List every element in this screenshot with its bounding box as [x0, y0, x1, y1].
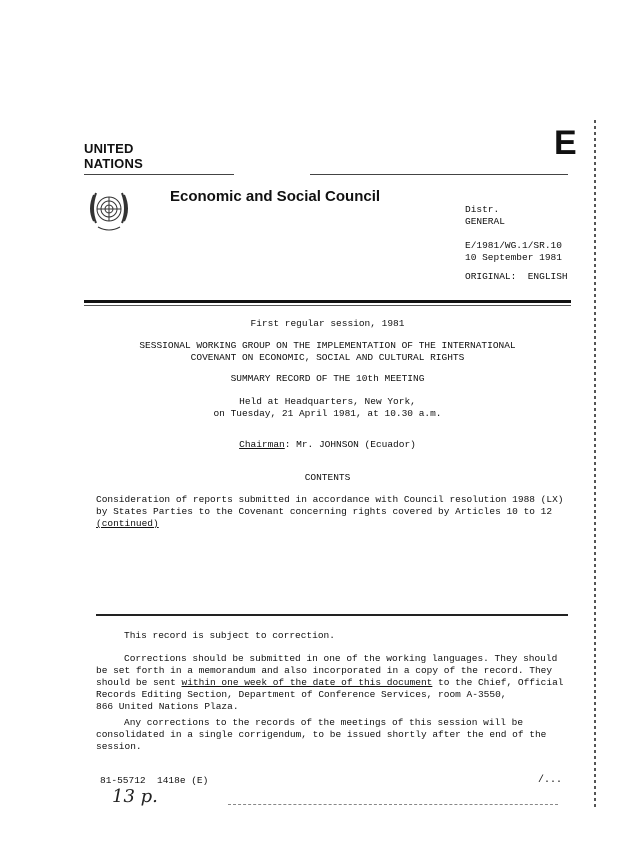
footer-rule: [228, 804, 558, 806]
consolidation-paragraph: [96, 717, 562, 753]
notice-rule: [96, 614, 568, 616]
continued-marker: /...: [538, 775, 563, 786]
document-series-letter: E: [554, 124, 577, 162]
title-rule-thick: [84, 300, 571, 303]
corrections-line-2: be set forth in a memorandum and also incorporated in a copy of the record. They: [96, 665, 553, 676]
title-rule-thin: [84, 305, 571, 306]
header-rule-left: [84, 174, 234, 175]
session-line: First regular session, 1981: [250, 318, 405, 329]
original-language: ORIGINAL: ENGLISH: [465, 271, 568, 282]
header-rule-right: [310, 174, 568, 175]
contents-line-1: Consideration of reports submitted in accordance with Council resolution 1988 (LX): [96, 494, 564, 505]
corrections-line-3: [96, 677, 562, 689]
chairman-name: Mr. JOHNSON (Ecuador): [296, 439, 416, 450]
consolidation-line-1: [96, 717, 562, 729]
chairman-label: Chairman: [239, 439, 285, 450]
held-line-1: Held at Headquarters, New York,: [239, 396, 416, 407]
document-symbol: E/1981/WG.1/SR.10: [465, 240, 562, 251]
contents-item: [96, 494, 566, 530]
contents-line-2: by States Parties to the Covenant concerning rights covered by Articles 10 to 12: [96, 506, 553, 517]
org-name: [84, 141, 143, 171]
council-title: Economic and Social Council: [170, 188, 381, 205]
meeting-held-info: [84, 396, 571, 420]
held-line-2: on Tuesday, 21 April 1981, at 10.30 a.m.: [213, 408, 442, 419]
un-emblem-icon: [84, 187, 134, 235]
org-line-2: NATIONS: [84, 156, 143, 171]
document-date: 10 September 1981: [465, 252, 562, 263]
chairman-colon: :: [284, 439, 297, 450]
corrections-line-5: 866 United Nations Plaza.: [96, 701, 239, 712]
working-group-title: [84, 340, 571, 364]
distribution: [465, 204, 505, 228]
correction-notice: This record is subject to correction.: [124, 630, 335, 641]
distr-value: GENERAL: [465, 216, 505, 227]
corrections-line-3-post: to the Chief, Official: [432, 677, 564, 688]
document-symbol-block: [465, 240, 562, 264]
handwritten-page-count: 13 p.: [112, 786, 158, 807]
corrections-line-3-pre: should be sent: [96, 677, 182, 688]
distr-label: Distr.: [465, 204, 500, 215]
consolidation-line-1-text: Any corrections to the records of the meetings of this session will be: [124, 717, 524, 728]
corrections-line-4: Records Editing Section, Department of Conference Services, room A-3550,: [96, 689, 507, 700]
scan-edge: [594, 120, 596, 810]
consolidation-line-2: consolidated in a single corrigendum, to be issued shortly after the end of the: [96, 729, 547, 740]
working-group-line-1: SESSIONAL WORKING GROUP ON THE IMPLEMENTATION OF THE INTERNATIONAL: [139, 340, 516, 351]
corrections-deadline: within one week of the date of this document: [181, 677, 433, 688]
corrections-paragraph: [96, 653, 562, 713]
corrections-line-1: [96, 653, 562, 665]
summary-record-title: SUMMARY RECORD OF THE 10th MEETING: [230, 373, 425, 384]
org-line-1: UNITED: [84, 141, 134, 156]
chairman-line: [84, 439, 571, 451]
contents-heading: CONTENTS: [304, 472, 351, 483]
corrections-line-1-text: Corrections should be submitted in one of the working languages. They should: [124, 653, 558, 664]
contents-continued: (continued): [96, 518, 159, 529]
consolidation-line-3: session.: [96, 741, 142, 752]
job-number: 81-55712 1418e (E): [100, 775, 209, 786]
working-group-line-2: COVENANT ON ECONOMIC, SOCIAL AND CULTURAL RIGHTS: [190, 352, 465, 363]
